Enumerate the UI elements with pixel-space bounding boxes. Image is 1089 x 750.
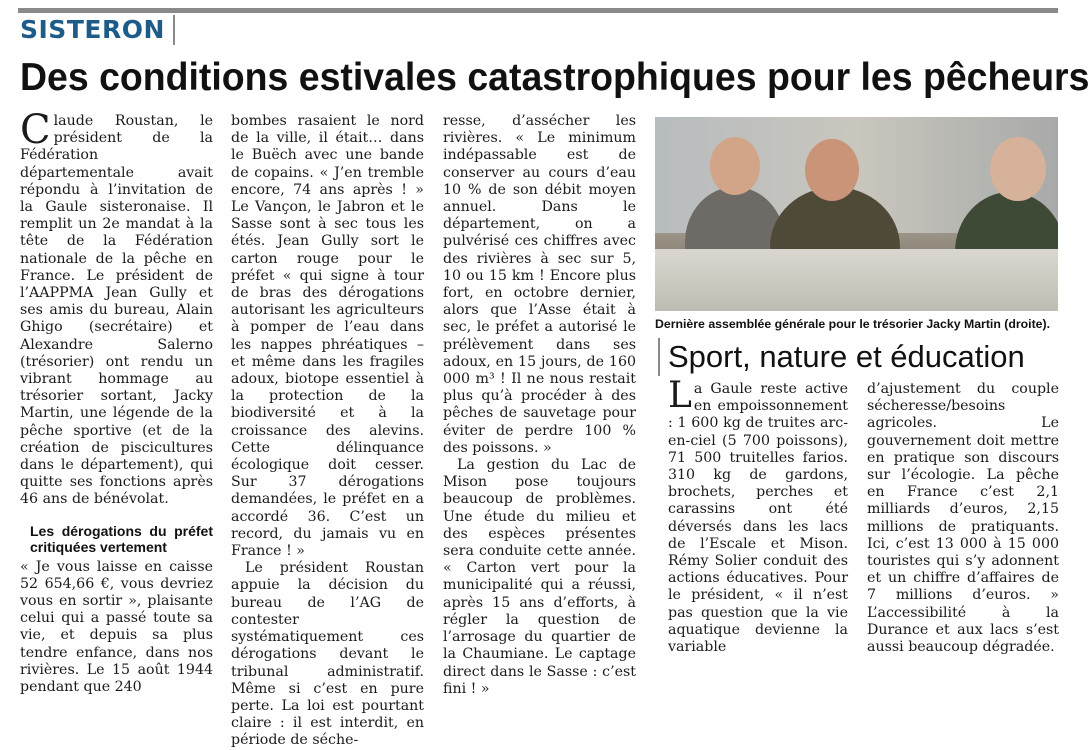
sidebar-column-1 — [668, 375, 848, 656]
drop-cap: L — [668, 375, 692, 416]
sidebar-paragraph — [668, 375, 848, 656]
sidebar-text: a Gaule reste active en empoissonnement : 1 600 kg de truites arc-en-ciel (5 700 poissons), 71 500 truitelles farios. 310 kg de gardons, brochets, perches et carassins ont été déversés dans les lacs de l’Escale et Mison. Rémy Solier conduit des actions éducatives. Pour le président, « il n’est pas question que la vie aquatique devienne la variable — [668, 381, 848, 656]
article-paragraph: resse, d’assécher les rivières. « Le minimum indépassable est de conserver au cours d’eau 10 % de son débit moyen annuel. Dans le département, on a pulvérisé ces chiffres avec des rivières à sec sur 5, 10 ou 15 km ! Encore plus fort, en octobre dernier, alors que l’Asse était à sec, le préfet a autorisé le prélèvement dans ses adoux, en 15 jours, de 160 000 m³ ! Il ne nous restait plus qu’à procéder à des pêches de sauvetage pour éviter de perdre 100 % des poissons. » — [443, 113, 636, 456]
top-rule — [18, 8, 1058, 13]
photo-caption: Dernière assemblée générale pour le trésorier Jacky Martin (droite). — [655, 317, 1051, 331]
article-column-1 — [20, 107, 213, 696]
sidebar-column-2 — [867, 381, 1059, 656]
person-center-head — [805, 139, 859, 201]
article-paragraph: La gestion du Lac de Mison pose toujours beaucoup de problèmes. Une étude du milieu et des espèces présentes sera conduite cette année. « Carton vert pour la municipalité qui a réussi, après 15 ans d’efforts, à régler la question de l’arrosage du quartier de la Chaumiane. Le captage direct dans le Sasse : c’est fini ! » — [443, 457, 636, 697]
article-column-3 — [443, 113, 636, 698]
person-right-head — [990, 137, 1046, 201]
drop-cap: C — [20, 107, 51, 153]
subheading: Les dérogations du préfet critiquées vertement — [30, 522, 213, 555]
sidebar-paragraph: d’ajustement du couple sécheresse/besoins agricoles. Le gouvernement doit mettre en pratique son discours sur l’écologie. La pêche en France c’est 2,1 milliards d’euros, 2,15 millions de pratiquants. Ici, c’est 13 000 à 15 000 touristes qui s’y adonnent et un chiffre d’affaires de 7 millions d’euros. » L’accessibilité à la Durance et aux lacs s’est aussi beaucoup dégradée. — [867, 381, 1059, 656]
person-left-head — [710, 137, 760, 195]
photo-table — [655, 249, 1058, 311]
sidebar-title: Sport, nature et éducation — [658, 338, 1068, 376]
meeting-photo — [655, 117, 1058, 311]
headline: Des conditions estivales catastrophiques pour les pêcheurs — [20, 56, 1089, 99]
article-paragraph: « Je vous laisse en caisse 52 654,66 €, vous devriez vous en sortir », plaisante celui qui a passé toute sa vie, et depuis sa plus tendre enfance, dans nos rivières. Le 15 août 1944 pendant que 240 — [20, 558, 213, 696]
article-column-2 — [231, 113, 424, 750]
article-paragraph: bombes rasaient le nord de la ville, il était… dans le Buëch avec une bande de copains. « J’en tremble encore, 74 ans après ! » Le Vançon, le Jabron et le Sasse sont à sec tous les étés. Jean Gully sort le carton rouge pour le préfet « qui signe à tour de bras des dérogations autorisant les agriculteurs à pomper de l’eau dans les nappes phréatiques – et même dans les fragiles adoux, biotope essentiel à la protection de la biodiversité et à la croissance des alevins. Cette délinquance écologique doit cesser. Sur 37 dérogations demandées, le préfet en a accordé 36. C’est un record, du jamais vu en France ! » — [231, 113, 424, 560]
article-paragraph — [20, 107, 213, 509]
article-paragraph: Le président Roustan appuie la décision du bureau de l’AG de contester systématiquement ces dérogations devant le tribunal administratif. Même si c’est en pure perte. La loi est pourtant claire : il est interdit, en période de séche- — [231, 560, 424, 749]
section-label: SISTERON — [20, 15, 175, 45]
article-text: laude Roustan, le président de la Fédération départementale avait répondu à l’invitation de la Gaule sisteronaise. Il remplit un 2e mandat à la tête de la Fédération nationale de la pêche en France. Le président de l’AAPPMA Jean Gully et ses amis du bureau, Alain Ghigo (secrétaire) et Alexandre Salerno (trésorier) ont rendu un vibrant hommage au trésorier sortant, Jacky Martin, une légende de la pêche sportive (et de la création de piscicultures dans le département), qui quitte ses fonctions après 46 ans de bénévolat. — [20, 113, 213, 508]
